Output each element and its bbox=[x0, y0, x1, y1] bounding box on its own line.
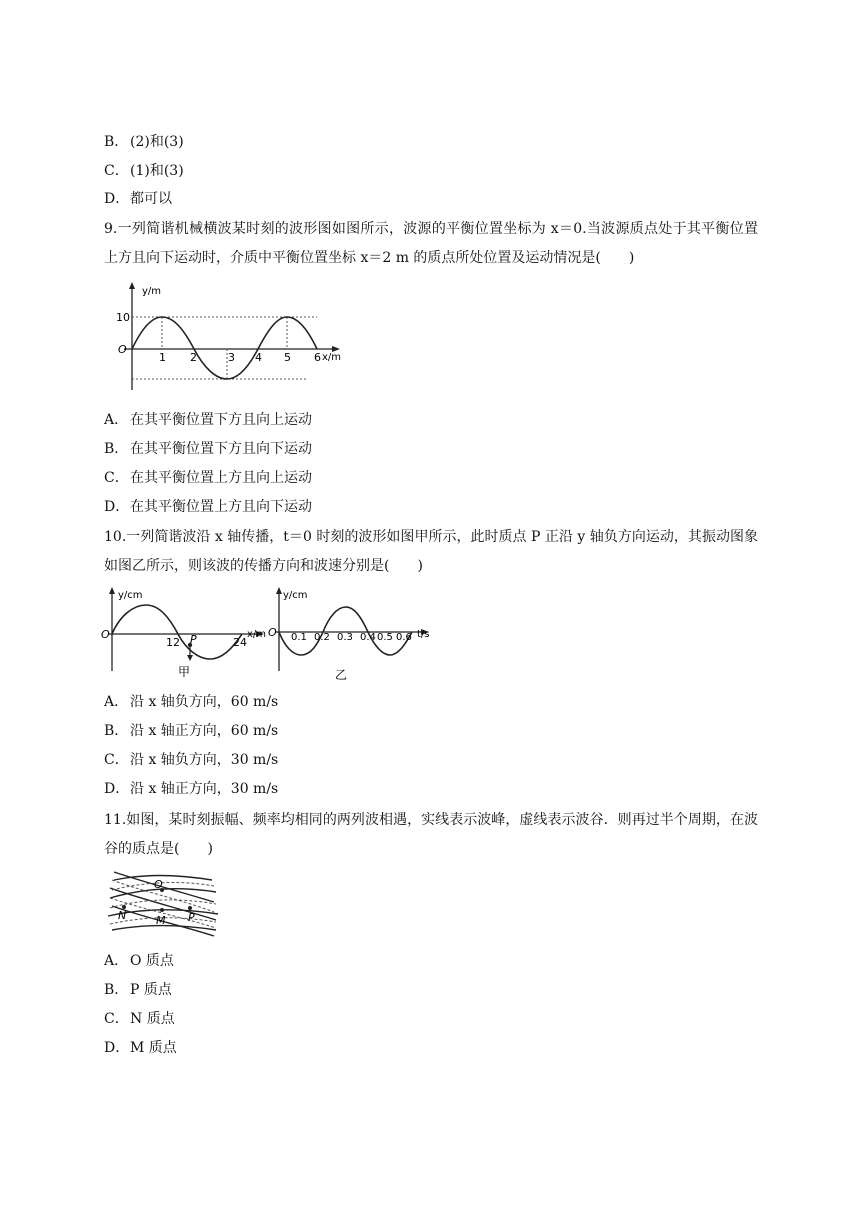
q10b-caption: 乙 bbox=[335, 668, 348, 680]
q10a-origin: O bbox=[101, 628, 110, 641]
q10a-caption: 甲 bbox=[178, 665, 191, 679]
q10-figure-b bbox=[267, 585, 437, 680]
q9-xtick-5: 5 bbox=[284, 351, 291, 364]
q10-option-b: B． 沿 x 轴正方向，60 m/s bbox=[104, 723, 279, 739]
q9-option-c: C．在其平衡位置上方且向上运动 bbox=[104, 470, 312, 486]
q11-point-o: O bbox=[154, 878, 163, 891]
q11-option-a: A． O 质点 bbox=[104, 953, 174, 969]
q11-point-m: M bbox=[156, 914, 166, 927]
q10-option-d: D．沿 x 轴正方向，30 m/s bbox=[104, 781, 279, 797]
q11-interference-figure bbox=[104, 868, 224, 940]
q10a-point-p: P bbox=[190, 633, 197, 646]
q10-option-c: C．沿 x 轴负方向，30 m/s bbox=[104, 752, 279, 768]
q9-option-b: B． 在其平衡位置下方且向下运动 bbox=[104, 441, 312, 457]
q9-option-d: D．在其平衡位置上方且向下运动 bbox=[104, 499, 312, 515]
q8-option-d: D．都可以 bbox=[104, 191, 172, 207]
q9-xtick-1: 1 bbox=[159, 351, 166, 364]
q10b-xtick-6: 0.6 bbox=[396, 632, 412, 643]
q9-origin: O bbox=[118, 343, 127, 356]
q10b-origin: O bbox=[268, 626, 277, 639]
q9-xtick-4: 4 bbox=[255, 351, 262, 364]
q10b-xtick-4: 0.4 bbox=[360, 632, 376, 643]
q10b-xtick-3: 0.3 bbox=[337, 632, 353, 643]
q11-option-c: C．N 质点 bbox=[104, 1011, 175, 1027]
q9-ylabel: y/m bbox=[142, 286, 162, 297]
q9-xtick-2: 2 bbox=[190, 351, 197, 364]
q11-option-d: D．M 质点 bbox=[104, 1040, 177, 1056]
q8-option-c: C．(1)和(3) bbox=[104, 163, 184, 179]
q10a-xtick-24: 24 bbox=[233, 636, 247, 649]
q10a-xtick-12: 12 bbox=[166, 636, 180, 649]
q10b-xtick-1: 0.1 bbox=[291, 632, 307, 643]
q10b-ylabel: y/cm bbox=[283, 590, 308, 601]
q9-option-a: A． 在其平衡位置下方且向上运动 bbox=[104, 412, 312, 428]
q10-option-a: A． 沿 x 轴负方向，60 m/s bbox=[104, 694, 279, 710]
q9-stem: 9.一列简谐机械横波某时刻的波形图如图所示，波源的平衡位置坐标为 x＝0.当波源质点处于其平衡位置上方且向下运动时，介质中平衡位置坐标 x＝2 m 的质点所处位置及运动情况是( ) bbox=[104, 221, 758, 266]
q9-wave-figure bbox=[112, 280, 347, 395]
q9-xtick-3: 3 bbox=[228, 351, 235, 364]
q10-stem: 10.一列简谐波沿 x 轴传播，t＝0 时刻的波形如图甲所示，此时质点 P 正沿 y 轴负方向运动，其振动图象如图乙所示，则该波的传播方向和波速分别是( ) bbox=[104, 529, 758, 574]
q11-stem: 11.如图，某时刻振幅、频率均相同的两列波相遇，实线表示波峰，虚线表示波谷．则再过半个周期，在波谷的质点是( ) bbox=[104, 812, 758, 857]
q9-xtick-6: 6 bbox=[314, 351, 321, 364]
q11-option-b: B． P 质点 bbox=[104, 982, 172, 998]
q11-point-n: N bbox=[118, 909, 127, 922]
q11-point-p: P bbox=[188, 911, 195, 924]
q10b-xlabel: t/s bbox=[417, 629, 430, 640]
q10a-ylabel: y/cm bbox=[118, 590, 143, 601]
q10b-xtick-5: 0.5 bbox=[377, 632, 393, 643]
q8-option-b: B． (2)和(3) bbox=[104, 134, 184, 150]
q9-ytick: 10 bbox=[116, 311, 130, 324]
q10-figure-a bbox=[100, 585, 270, 680]
q9-xlabel: x/m bbox=[322, 352, 342, 363]
q10b-xtick-2: 0.2 bbox=[314, 632, 330, 643]
q10a-xlabel: x/m bbox=[247, 629, 267, 640]
